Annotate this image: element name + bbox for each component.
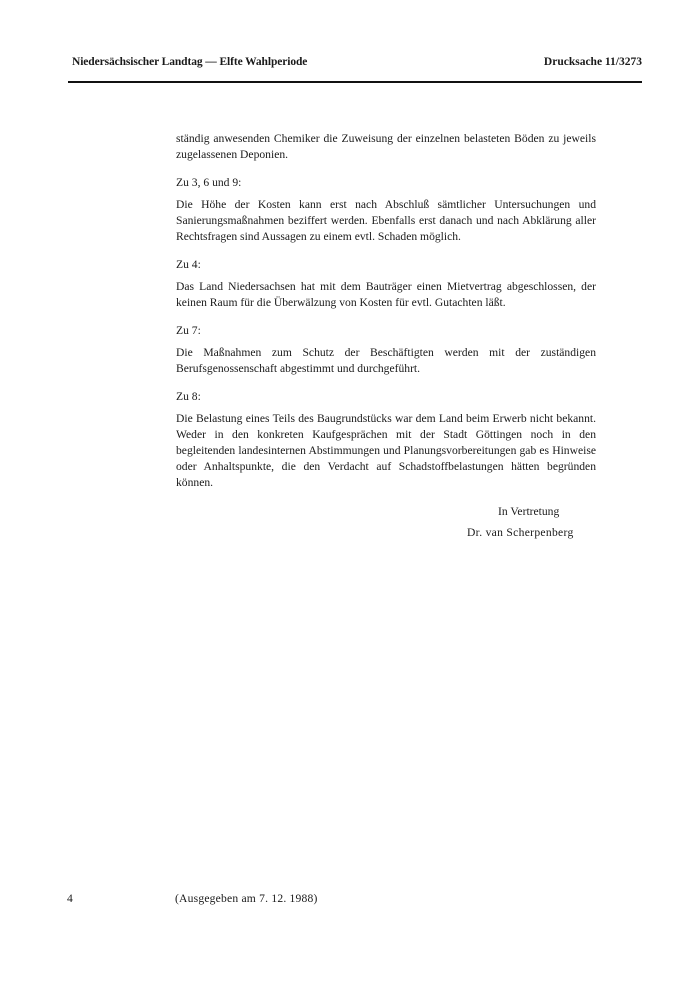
page-number: 4: [67, 892, 73, 905]
section-label-3-6-9: Zu 3, 6 und 9:: [176, 176, 242, 189]
section-text-7: Die Maßnahmen zum Schutz der Beschäftigten werden mit der zuständigen Berufsgenossenschaft abgestimmt und durchgeführt.: [176, 346, 596, 375]
intro-paragraph: ständig anwesenden Chemiker die Zuweisung der einzelnen belasteten Böden zu jeweils zugelassenen Deponien.: [176, 132, 596, 161]
section-label-8: Zu 8:: [176, 390, 201, 403]
section-text-8: Die Belastung eines Teils des Baugrundstücks war dem Land beim Erwerb nicht bekannt. Weder in den konkreten Kaufgesprächen mit der Stadt Göttingen noch in den begleitenden landesinternen Abstimmungen und Planungsvorbereitungen gab es Hinweise oder Anhaltspunkte, die den Verdacht auf Schadstoffbelastungen hätten begründen können.: [176, 412, 596, 489]
header-title: Niedersächsischer Landtag — Elfte Wahlperiode: [72, 56, 308, 68]
section-text-3-6-9: Die Höhe der Kosten kann erst nach Abschluß sämtlicher Untersuchungen und Sanierungsmaßnahmen beziffert werden. Ebenfalls erst danach und nach Abklärung aller Rechtsfragen sind Aussagen zu einem evtl. Schaden möglich.: [176, 198, 596, 243]
header-divider: [68, 81, 642, 83]
signature-name: Dr. van Scherpenberg: [467, 526, 574, 539]
signature-proxy-line: In Vertretung: [498, 505, 560, 518]
document-body: [176, 131, 596, 491]
section-label-7: Zu 7:: [176, 324, 201, 337]
document-number: Drucksache 11/3273: [543, 56, 642, 68]
issued-date: (Ausgegeben am 7. 12. 1988): [175, 892, 318, 905]
section-label-4: Zu 4:: [176, 258, 201, 271]
section-text-4: Das Land Niedersachsen hat mit dem Bauträger einen Mietvertrag abgeschlossen, der keinen Raum für die Überwälzung von Kosten für evtl. Gutachten läßt.: [176, 280, 596, 309]
